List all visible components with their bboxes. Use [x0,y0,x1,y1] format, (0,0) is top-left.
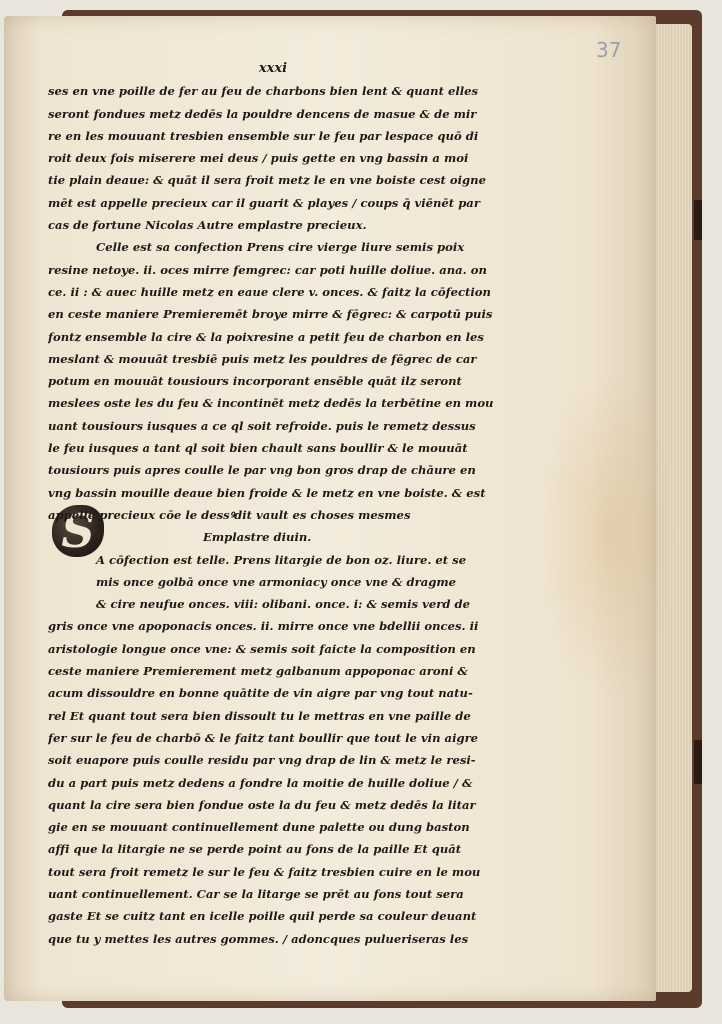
ribbon-marker-top [694,200,702,240]
text-line: Celle est sa confection Prens cire vierge liure semis poix [96,240,465,255]
text-line: tout sera froit remetz le sur le feu & faitz tresbien cuire en le mou [48,864,481,879]
text-line: gaste Et se cuitz tant en icelle poille quil perde sa couleur deuant [48,909,477,924]
text-line: rel Et quant tout sera bien dissoult tu le mettras en vne paille de [48,708,471,723]
text-line: aristologie longue once vne: & semis soit faicte la composition en [48,641,476,656]
text-line: gris once vne apoponacis onces. ii. mirre once vne bdellii onces. ii [48,619,479,634]
text-line: potum en mouuāt tousiours incorporant ensēble quāt ilz seront [48,374,462,389]
text-line: appelle precieux cōe le dessꝰdit vault es choses mesmes [48,507,411,522]
text-line: roit deux fois miserere mei deus / puis gette en vng bassin a moi [48,151,469,166]
text-line: ses en vne poille de fer au feu de charbons bien lent & quant elles [48,84,479,99]
text-line: meslant & mouuāt tresbiē puis metz les pouldres de fēgrec de car [48,351,477,366]
text-line: A cōfection est telle. Prens litargie de bon oz. liure. et se [96,552,467,567]
text-line: que tu y mettes les autres gommes. / adoncques pulueriseras les [48,931,469,946]
water-stain [540,370,680,700]
text-line: ce. ii : & auec huille metz en eaue clere v. onces. & faitz la cōfection [48,284,491,299]
text-line: fontz ensemble la cire & la poixresine a petit feu de charbon en les [48,329,484,344]
text-line: seront fondues metz dedēs la pouldre dencens de masue & de mir [48,106,477,121]
text-line: uant tousiours iusques a ce ql soit refroide. puis le remetz dessus [48,418,476,433]
text-line: vng bassin mouille deaue bien froide & le metz en vne boiste. & est [48,485,486,500]
text-line: gie en se mouuant continuellement dune palette ou dung baston [48,820,470,835]
text-line: ceste maniere Premierement metz galbanum appoponac aroni & [48,664,468,679]
text-line: uant continuellement. Car se la litarge se prēt au fons tout sera [48,886,464,901]
text-line: resine netoye. ii. oces mirre femgrec: car poti huille doliue. ana. on [48,262,487,277]
dropcap-letter: S [61,504,95,558]
text-line: acum dissouldre en bonne quātite de vin aigre par vng tout natu- [48,686,473,701]
text-line: quant la cire sera bien fondue oste la du feu & metz dedēs la litar [48,797,476,812]
text-line: & cire neufue onces. viii: olibani. once. i: & semis verd de [96,597,470,612]
text-line: mis once golbā once vne armoniacy once vne & dragme [96,574,456,589]
text-line: re en les mouuant tresbien ensemble sur le feu par lespace quō di [48,128,479,143]
text-line: mēt est appelle precieux car il guarit & playes / coups q̄ viēnēt par [48,195,480,210]
text-line: tousiours puis apres coulle le par vng bon gros drap de chāure en [48,463,476,478]
text-line: affi que la litargie ne se perde point au fons de la paille Et quāt [48,842,462,857]
text-line: fer sur le feu de charbō & le faitz tant boullir que tout le vin aigre [48,730,479,745]
running-head: xxxi [258,61,288,76]
text-line: du a part puis metz dedens a fondre la moitie de huille doliue / & [48,775,473,790]
text-block [48,58,498,950]
text-line: tie plain deaue: & quāt il sera froit metz le en vne boiste cest oigne [48,173,486,188]
folio-number: 37 [596,38,622,62]
text-line: soit euapore puis coulle residu par vng drap de lin & metz le resi- [48,753,476,768]
text-line: meslees oste les du feu & incontinēt metz dedēs la terbētine en mou [48,396,494,411]
text-line: cas de fortune Nicolas Autre emplastre precieux. [48,218,367,233]
text-line: en ceste maniere Premieremēt broye mirre & fēgrec: & carpotū puis [48,307,493,322]
section-heading: Emplastre diuin. [203,530,312,545]
ribbon-marker-bottom [694,740,702,784]
text-line: le feu iusques a tant ql soit bien chault sans boullir & le mouuāt [48,441,468,456]
